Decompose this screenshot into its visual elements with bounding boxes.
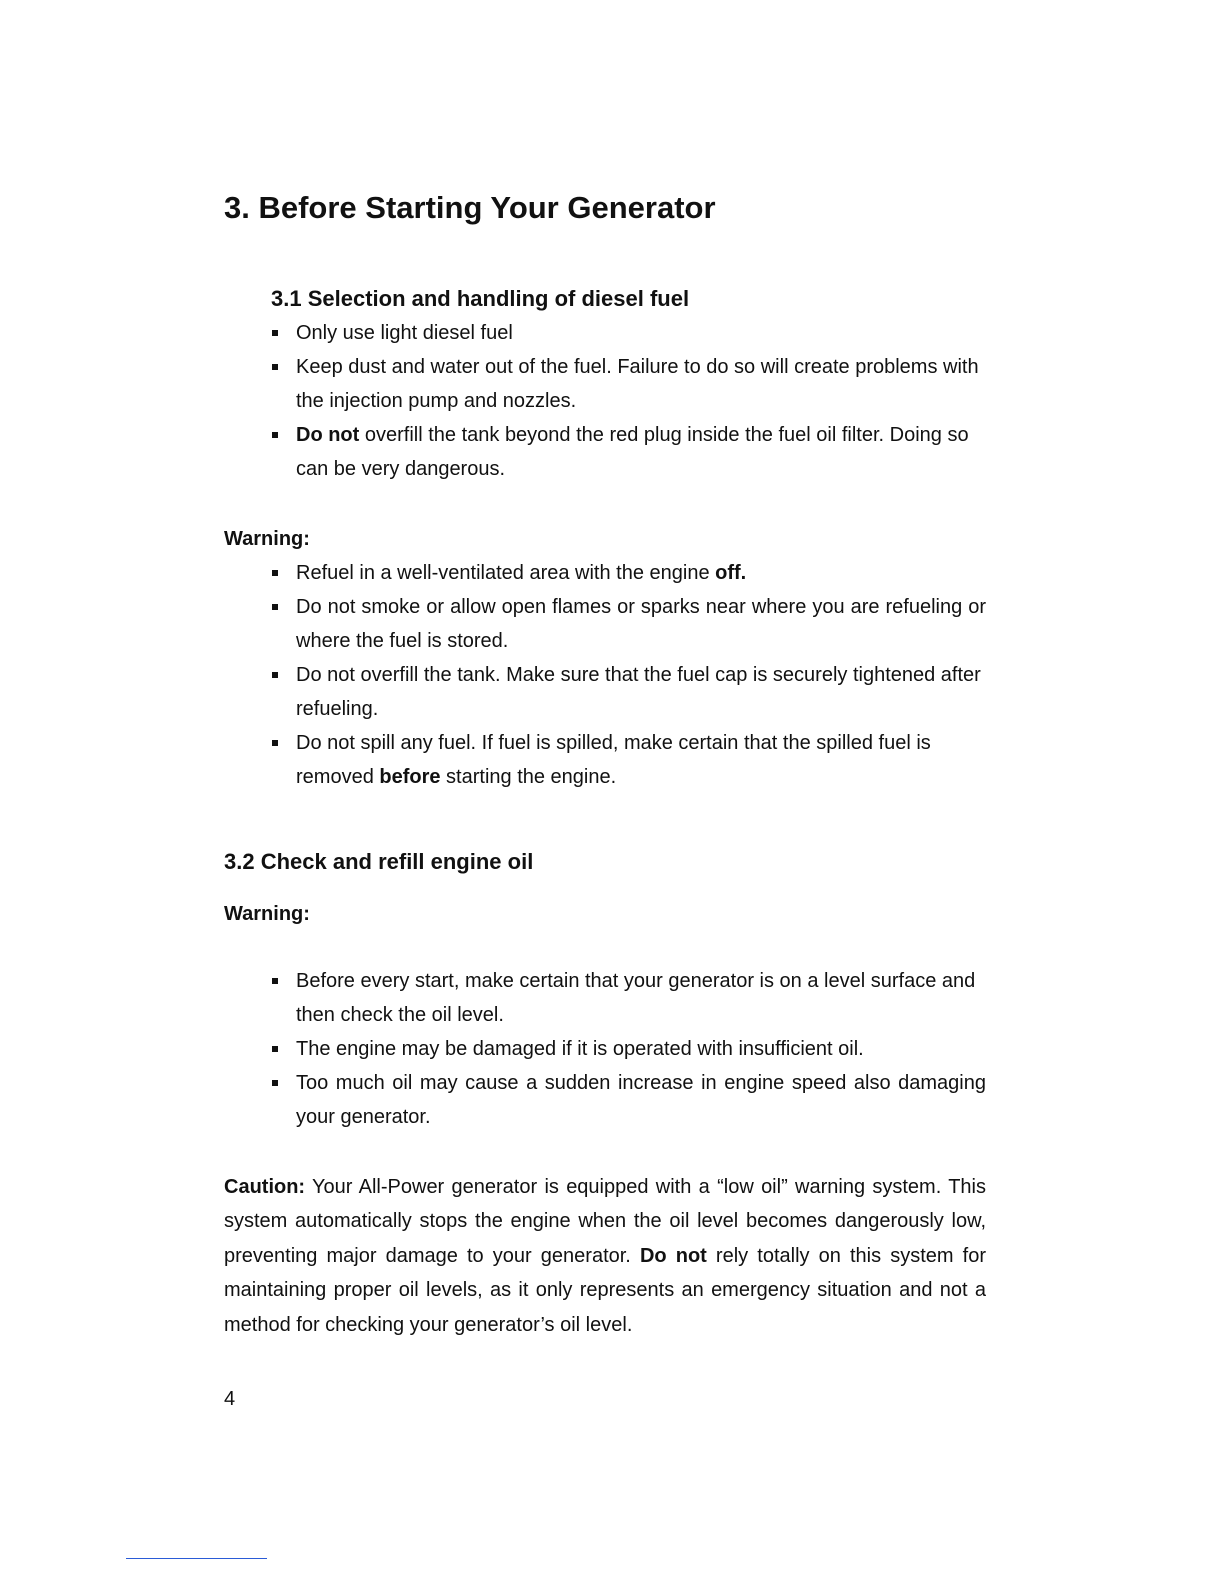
bullet-square-icon (272, 672, 278, 678)
caution-label: Caution: (224, 1176, 306, 1198)
list-item-text: Keep dust and water out of the fuel. Failure to do so will create problems with the injection pump and nozzles. (296, 356, 979, 412)
bullet-square-icon (272, 570, 278, 576)
fuel-handling-list (270, 316, 986, 486)
page-number: 4 (224, 1388, 236, 1410)
caution-text: Your All-Power generator is equipped with a “low oil” warning system. This system automatically stops the engine when the oil level becomes dangerously low, preventing major damage to your generator. (224, 1176, 986, 1267)
caution-emphasis: Do not (639, 1244, 707, 1267)
list-item (270, 964, 986, 1032)
oil-warning-list (270, 964, 986, 1134)
list-item (270, 590, 986, 658)
bullet-square-icon (272, 740, 278, 746)
bullet-square-icon (272, 1080, 278, 1086)
list-item-text: Only use light diesel fuel (296, 322, 513, 344)
section-3-1-heading: 3.1 Selection and handling of diesel fuel (271, 286, 690, 311)
bullet-square-icon (272, 1046, 278, 1052)
list-item-text: Do not overfill the tank. Make sure that the fuel cap is securely tightened after refueling. (296, 664, 981, 720)
bullet-square-icon (272, 604, 278, 610)
list-item-text: Refuel in a well-ventilated area with the engine (296, 562, 716, 584)
list-item-emphasis: Do not (296, 424, 360, 446)
warning-label: Warning: (224, 903, 310, 925)
list-item-text: The engine may be damaged if it is operated with insufficient oil. (296, 1038, 864, 1060)
list-item-text: Do not smoke or allow open flames or sparks near where you are refueling or where the fuel is stored. (296, 596, 986, 652)
warning-label: Warning: (224, 528, 310, 550)
section-3-2-heading: 3.2 Check and refill engine oil (224, 849, 534, 874)
list-item-emphasis: before (379, 766, 441, 788)
list-item (270, 418, 986, 486)
list-item (270, 316, 986, 350)
page-title: 3. Before Starting Your Generator (224, 190, 716, 225)
bullet-square-icon (272, 978, 278, 984)
list-item (270, 1066, 986, 1134)
list-item (270, 1032, 986, 1066)
list-item-text: overfill the tank beyond the red plug inside the fuel oil filter. Doing so can be very dangerous. (296, 424, 969, 480)
footer-divider (126, 1558, 267, 1559)
caution-text: rely totally on this system for maintaining proper oil levels, as it only represents an emergency situation and not a method for checking your generator’s oil level. (224, 1244, 986, 1336)
bullet-square-icon (272, 364, 278, 370)
list-item-emphasis: off. (715, 562, 747, 584)
list-item-text: Before every start, make certain that your generator is on a level surface and then check the oil level. (296, 970, 976, 1026)
list-item (270, 556, 986, 590)
caution-paragraph (224, 1170, 986, 1342)
bullet-square-icon (272, 432, 278, 438)
list-item (270, 658, 986, 726)
list-item (270, 350, 986, 418)
bullet-square-icon (272, 330, 278, 336)
list-item-text: starting the engine. (440, 766, 617, 788)
refuel-warning-list (270, 556, 986, 794)
list-item-text: Do not spill any fuel. If fuel is spilled, make certain that the spilled fuel is removed (296, 732, 931, 788)
list-item (270, 726, 986, 794)
list-item-text: Too much oil may cause a sudden increase in engine speed also damaging your generator. (296, 1072, 986, 1128)
